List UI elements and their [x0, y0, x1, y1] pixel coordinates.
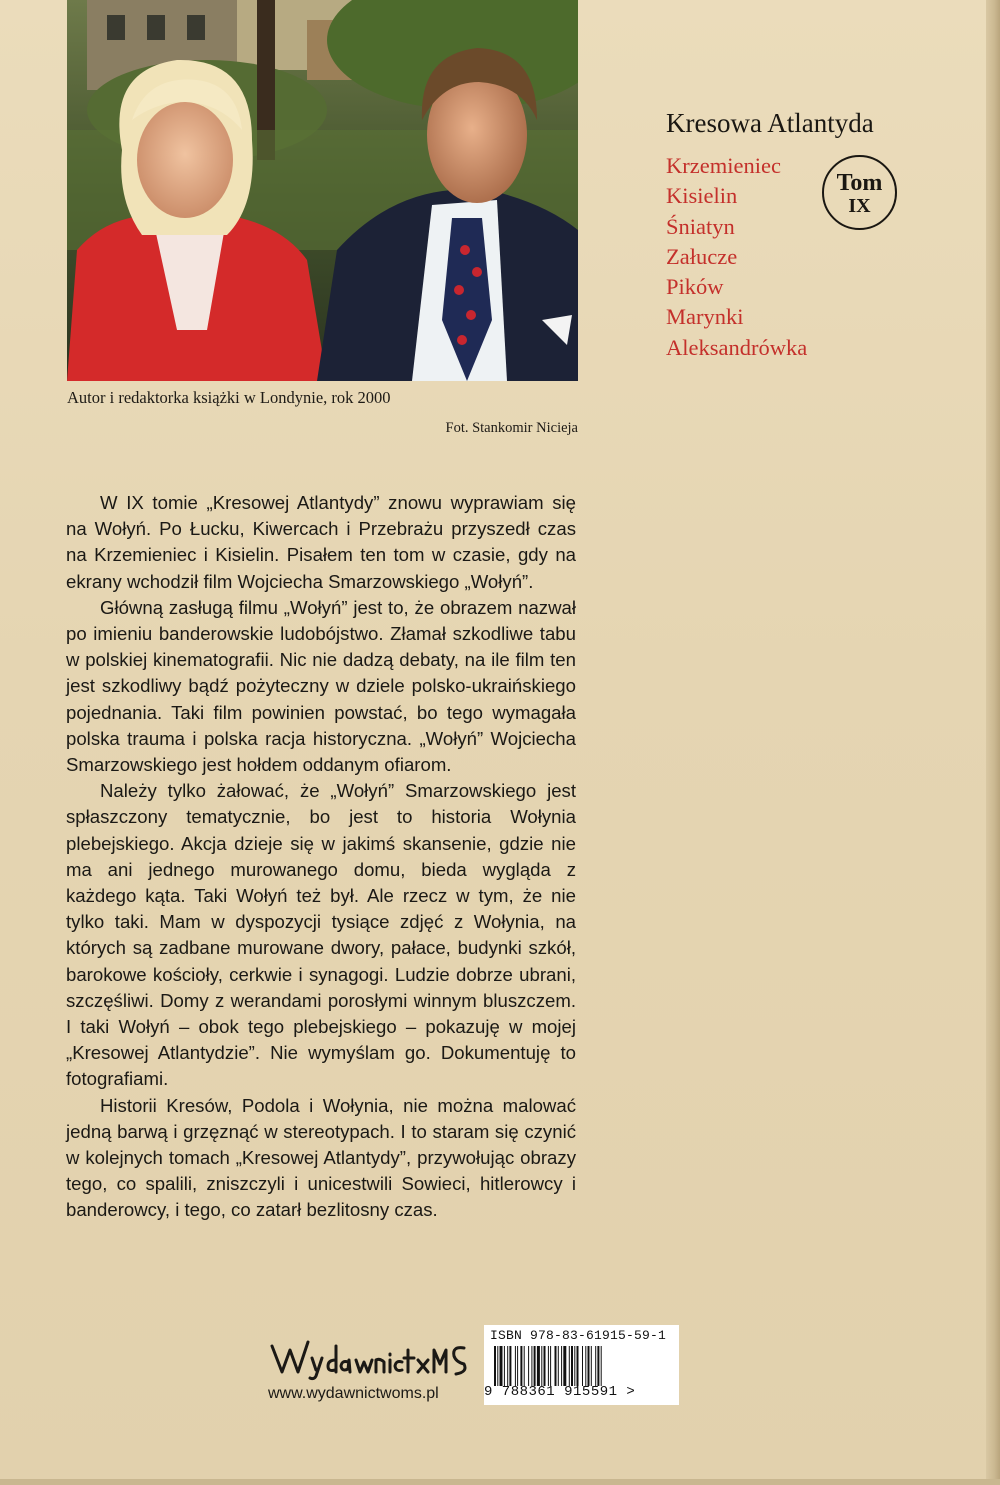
barcode-bar	[517, 1346, 518, 1386]
cover-spine-edge	[986, 0, 1000, 1485]
barcode-bar	[531, 1346, 532, 1386]
barcode-bar	[497, 1346, 498, 1386]
barcode-bar	[574, 1346, 575, 1386]
barcode-bar	[591, 1346, 592, 1386]
volume-number: IX	[848, 195, 871, 217]
barcode-bar	[541, 1346, 542, 1386]
barcode-bar	[509, 1346, 511, 1386]
barcode-bar	[601, 1346, 602, 1386]
barcode-bar	[571, 1346, 573, 1386]
barcode-bar	[528, 1346, 529, 1386]
publisher-url: www.wydawnictwoms.pl	[268, 1385, 439, 1402]
place-item: Załucze	[666, 243, 738, 269]
blurb-paragraph: Historii Kresów, Podola i Wołynia, nie można malować jedną barwą i grzęznąć w stereotypach. I to staram się czynić w kolejnych tomach „Kresowej Atlantydy”, przywołując obrazy tego, co spalili, zniszczyli i unicestwili Sowieci, hitlerowcy i banderowcy, i tego, co zatarł bezlitosny czas.	[66, 1094, 576, 1221]
volume-badge	[822, 155, 897, 230]
barcode-bar	[544, 1346, 546, 1386]
cover-bottom-edge	[0, 1479, 1000, 1485]
barcode-bar	[597, 1346, 599, 1386]
barcode-bar	[569, 1346, 570, 1386]
place-item: Śniatyn	[666, 213, 735, 239]
blurb-paragraph: W IX tomie „Kresowej Atlantydy” znowu wyprawiam się na Wołyń. Po Łucku, Kiwercach i Przebrażu przyszedł czas na Krzemieniec i Kisielin. Pisałem ten tom w czasie, gdy na ekrany wchodził film Wojciecha Smarzowskiego „Wołyń”.	[66, 492, 576, 592]
barcode-bars	[494, 1346, 670, 1386]
place-item: Pików	[666, 274, 724, 300]
places-list	[666, 151, 807, 363]
barcode-bar	[520, 1346, 522, 1386]
place-item: Kisielin	[666, 183, 738, 209]
publisher-logo	[268, 1332, 468, 1382]
barcode-bar	[555, 1346, 557, 1386]
photo-caption: Autor i redaktorka książki w Londynie, rok 2000	[67, 388, 391, 407]
barcode-bar	[588, 1346, 590, 1386]
place-item: Krzemieniec	[666, 153, 781, 178]
barcode-bar	[515, 1346, 516, 1386]
series-title: Kresowa Atlantyda	[666, 108, 874, 138]
barcode-bar	[558, 1346, 559, 1386]
volume-word: Tom	[836, 170, 883, 196]
photo-credit: Fot. Stankomir Nicieja	[445, 420, 578, 436]
place-item: Aleksandrówka	[666, 334, 808, 360]
barcode-bar	[500, 1346, 503, 1386]
barcode	[484, 1325, 679, 1405]
barcode-bar	[577, 1346, 579, 1386]
barcode-bar	[548, 1346, 549, 1386]
blurb-paragraph: Należy tylko żałować, że „Wołyń” Smarzowskiego jest spłaszczony tematycznie, bo jest to historia Wołynia plebejskiego. Akcja dzieje się w jakimś skansenie, gdzie nie ma ani jednego murowanego domu, bieda wygląda z każdego kąta. Taki Wołyń też był. Ale rzecz w tym, że nie tylko taki. Mam w dyspozycji tysiące zdjęć z Wołynia, na których są zadbane murowane dwory, pałace, budynki szkół, barokowe kościoły, cerkwie i synagogi. Ludzie dobrze ubrani, szczęśliwi. Domy z werandami porosłymi winnym bluszczem. I taki Wołyń – obok tego plebejskiego – pokazuję w mojej „Kresowej Atlantydzie”. Nie wymyślam go. Dokumentuję to fotografiami.	[66, 780, 576, 1090]
isbn-label: ISBN 978-83-61915-59-1	[490, 1328, 667, 1343]
barcode-bar	[561, 1346, 562, 1386]
blurb-text	[66, 490, 576, 1224]
author-photo	[67, 0, 578, 381]
place-item: Marynki	[666, 304, 744, 330]
barcode-bar	[507, 1346, 508, 1386]
barcode-bar	[534, 1346, 536, 1386]
barcode-bar	[494, 1346, 496, 1386]
barcode-bar	[550, 1346, 551, 1386]
barcode-bar	[563, 1346, 566, 1386]
barcode-bar	[537, 1346, 540, 1386]
barcode-digits: 9 788361 915591 >	[484, 1384, 636, 1400]
barcode-bar	[585, 1346, 586, 1386]
barcode-bar	[524, 1346, 525, 1386]
barcode-bar	[595, 1346, 596, 1386]
blurb-paragraph: Główną zasługą filmu „Wołyń” jest to, że obrazem nazwał po imieniu banderowskie ludobójstwo. Złamał szkodliwe tabu w polskiej kinematografii. Nic nie dadzą debaty, na ile film ten jest szkodliwy bądź pożyteczny w dziele polsko-ukraińskiego pojednania. Taki film powinien powstać, bo tego wymagała polska trauma i polska racja historyczna. „Wołyń” Wojciecha Smarzowskiego jest hołdem oddanym ofiarom.	[66, 596, 576, 776]
barcode-bar	[504, 1346, 505, 1386]
barcode-bar	[582, 1346, 583, 1386]
